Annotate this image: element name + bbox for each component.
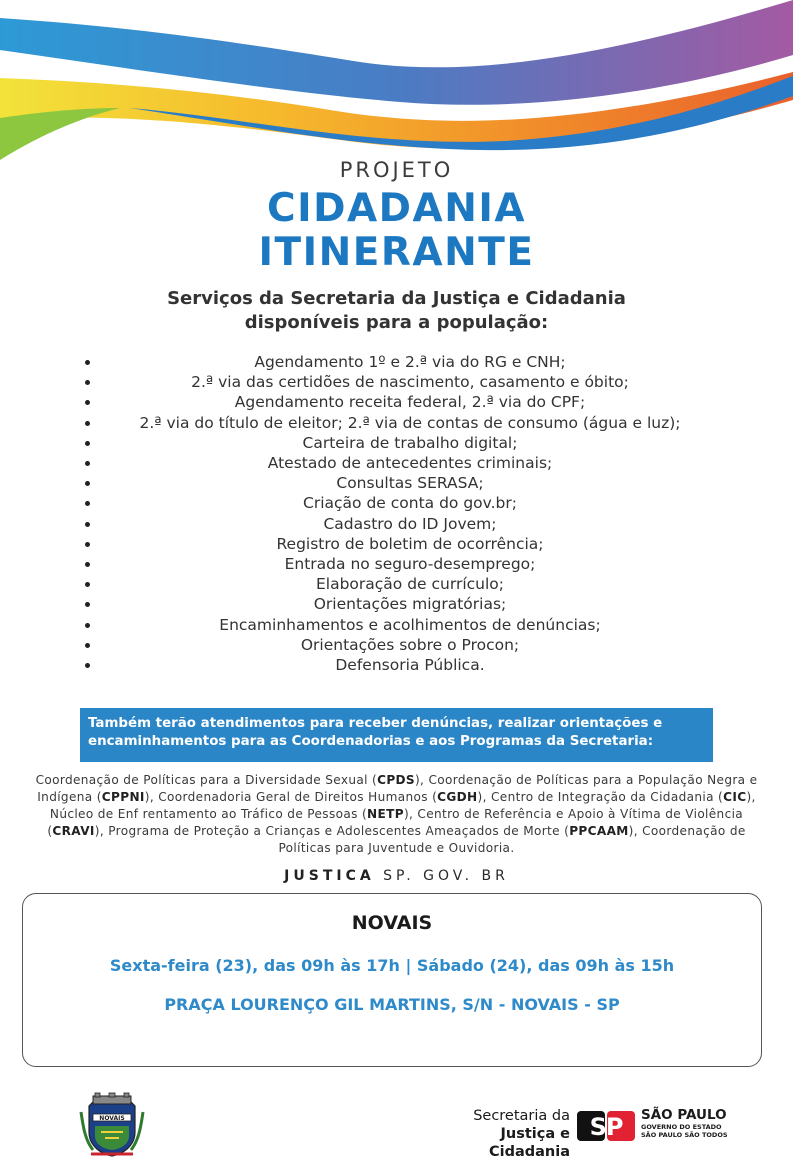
sp-government-wordmark: SÃO PAULO GOVERNO DO ESTADO SÃO PAULO SÃO TODOS xyxy=(641,1107,728,1139)
novais-coat-of-arms-icon xyxy=(79,1092,145,1158)
list-item: Cadastro do ID Jovem; xyxy=(80,514,740,534)
coordinations-paragraph: Coordenação de Políticas para a Diversidade Sexual (CPDS), Coordenação de Políticas para a População Negra e Indígena (CPPNI), Coordenadoria Geral de Direitos Humanos (CGDH), Centro de Integração da Cidadania (CIC), Núcleo de Enf rentamento ao Tráfico de Pessoas (NETP), Centro de Referência e Apoio à Vítima de Violência (CRAVI), Programa de Proteção a Crianças e Adolescentes Ameaçados de Morte (PPCAAM), Coordenação de Políticas para Juventude e Ouvidoria. xyxy=(35,773,758,856)
list-item: Elaboração de currículo; xyxy=(80,574,740,594)
svg-text:SP: SP xyxy=(589,1113,623,1141)
website-url[interactable]: JUSTICA SP. GOV. BR xyxy=(284,868,509,884)
bullet-icon xyxy=(85,663,90,668)
list-item: Defensoria Pública. xyxy=(80,655,740,675)
bullet-icon xyxy=(85,542,90,547)
event-card xyxy=(22,893,762,1067)
svg-text:NOVAIS: NOVAIS xyxy=(99,1115,125,1122)
event-city: NOVAIS xyxy=(351,912,433,934)
bullet-icon xyxy=(85,501,90,506)
bullet-icon xyxy=(85,400,90,405)
list-item: Encaminhamentos e acolhimentos de denúncias; xyxy=(80,615,740,635)
banner-line1: Também terão atendimentos para receber denúncias, realizar orientações e xyxy=(88,716,663,731)
services-list xyxy=(80,352,740,675)
list-item: Orientações migratórias; xyxy=(80,594,740,614)
list-item: Criação de conta do gov.br; xyxy=(80,493,740,513)
project-title-line1: CIDADANIA xyxy=(266,186,527,231)
list-item: 2.ª via do título de eleitor; 2.ª via de contas de consumo (água e luz); xyxy=(80,413,740,433)
secretaria-logo: Secretaria da Justiça e Cidadania xyxy=(473,1108,570,1160)
list-item: Registro de boletim de ocorrência; xyxy=(80,534,740,554)
header-color-wave xyxy=(0,0,793,170)
bullet-icon xyxy=(85,582,90,587)
list-item: Agendamento 1º e 2.ª via do RG e CNH; xyxy=(80,352,740,372)
services-heading-line1: Serviços da Secretaria da Justiça e Cidadania xyxy=(167,288,626,309)
services-heading-line2: disponíveis para a população: xyxy=(244,312,549,333)
bullet-icon xyxy=(85,421,90,426)
complaints-banner xyxy=(80,708,713,762)
bullet-icon xyxy=(85,522,90,527)
bullet-icon xyxy=(85,562,90,567)
list-item: Orientações sobre o Procon; xyxy=(80,635,740,655)
event-address: PRAÇA LOURENÇO GIL MARTINS, S/N - NOVAIS - SP xyxy=(164,995,620,1014)
bullet-icon xyxy=(85,380,90,385)
sp-government-logo-icon xyxy=(577,1107,637,1143)
list-item: Atestado de antecedentes criminais; xyxy=(80,453,740,473)
services-heading xyxy=(0,287,793,335)
bullet-icon xyxy=(85,623,90,628)
bullet-icon xyxy=(85,360,90,365)
bullet-icon xyxy=(85,481,90,486)
project-kicker: PROJETO xyxy=(339,158,454,182)
list-item: 2.ª via das certidões de nascimento, casamento e óbito; xyxy=(80,372,740,392)
bullet-icon xyxy=(85,643,90,648)
bullet-icon xyxy=(85,441,90,446)
event-schedule: Sexta-feira (23), das 09h às 17h | Sábado (24), das 09h às 15h xyxy=(109,956,675,975)
project-title-line2: ITINERANTE xyxy=(258,230,535,275)
list-item: Consultas SERASA; xyxy=(80,473,740,493)
list-item: Agendamento receita federal, 2.ª via do CPF; xyxy=(80,392,740,412)
list-item: Carteira de trabalho digital; xyxy=(80,433,740,453)
bullet-icon xyxy=(85,602,90,607)
banner-line2: encaminhamentos para as Coordenadorias e aos Programas da Secretaria: xyxy=(88,734,654,749)
list-item: Entrada no seguro-desemprego; xyxy=(80,554,740,574)
bullet-icon xyxy=(85,461,90,466)
